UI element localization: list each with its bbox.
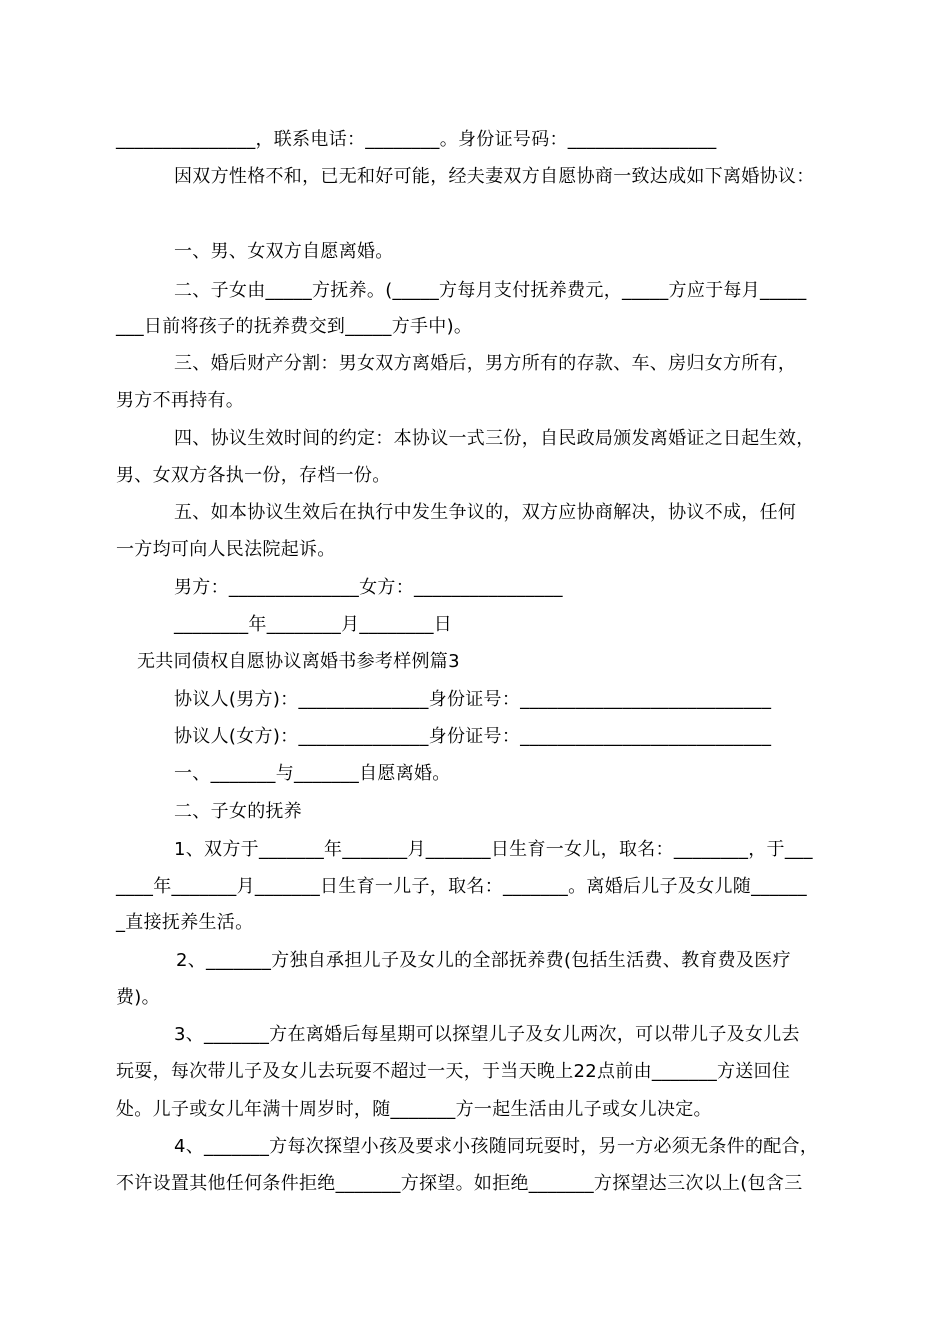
date-line: ________年________月________日 (174, 614, 453, 635)
party-male: 协议人(男方)：______________身份证号：___________________________ (174, 689, 772, 710)
child-clause-1-cont2: _直接抚养生活。 (116, 912, 254, 933)
signature-line: 男方：______________女方：________________ (174, 577, 563, 598)
child-clause-2-cont: 费)。 (116, 987, 160, 1008)
party-female: 协议人(女方)：______________身份证号：___________________________ (174, 726, 772, 747)
clause-4-cont: 男、女双方各执一份，存档一份。 (116, 465, 391, 486)
child-clause-3-cont: 玩耍，每次带儿子及女儿去玩耍不超过一天，于当天晚上22点前由_______方送回住 (116, 1061, 791, 1082)
divorce-clause: 一、_______与_______自愿离婚。 (174, 763, 451, 784)
clause-4: 四、协议生效时间的约定：本协议一式三份，自民政局颁发离婚证之日起生效， (174, 428, 815, 449)
child-clause-3: 3、_______方在离婚后每星期可以探望儿子及女儿两次，可以带儿子及女儿去 (174, 1024, 800, 1045)
child-clause-1: 1、双方于_______年_______月_______日生育一女儿，取名：________，于___ (174, 839, 813, 860)
clause-1: 一、男、女双方自愿离婚。 (174, 241, 394, 262)
child-clause-1-cont: ____年_______月_______日生育一儿子，取名：_______。离婚后儿子及女儿随______ (116, 876, 807, 897)
clause-3-cont: 男方不再持有。 (116, 390, 245, 411)
child-support-heading: 二、子女的抚养 (174, 801, 303, 822)
preamble: 因双方性格不和，已无和好可能，经夫妻双方自愿协商一致达成如下离婚协议： (174, 166, 815, 187)
clause-2: 二、子女由_____方抚养。(_____方每月支付抚养费元，_____方应于每月_____ (174, 280, 807, 301)
child-clause-3-cont2: 处。儿子或女儿年满十周岁时，随_______方一起生活由儿子或女儿决定。 (116, 1099, 712, 1120)
child-clause-4-cont: 不许设置其他任何条件拒绝_______方探望。如拒绝_______方探望达三次以上(包含三 (116, 1173, 803, 1194)
contact-line: _______________，联系电话：________。身份证号码：________________ (116, 129, 717, 150)
child-clause-4: 4、_______方每次探望小孩及要求小孩随同玩耍时，另一方必须无条件的配合， (174, 1136, 819, 1157)
clause-5: 五、如本协议生效后在执行中发生争议的，双方应协商解决，协议不成，任何 (174, 502, 797, 523)
clause-2-cont: ___日前将孩子的抚养费交到_____方手中)。 (116, 316, 473, 337)
clause-3: 三、婚后财产分割：男女双方离婚后，男方所有的存款、车、房归女方所有， (174, 353, 797, 374)
clause-5-cont: 一方均可向人民法院起诉。 (116, 539, 336, 560)
section-title: 无共同债权自愿协议离婚书参考样例篇3 (137, 651, 460, 672)
child-clause-2: 2、_______方独自承担儿子及女儿的全部抚养费(包括生活费、教育费及医疗 (176, 950, 791, 971)
